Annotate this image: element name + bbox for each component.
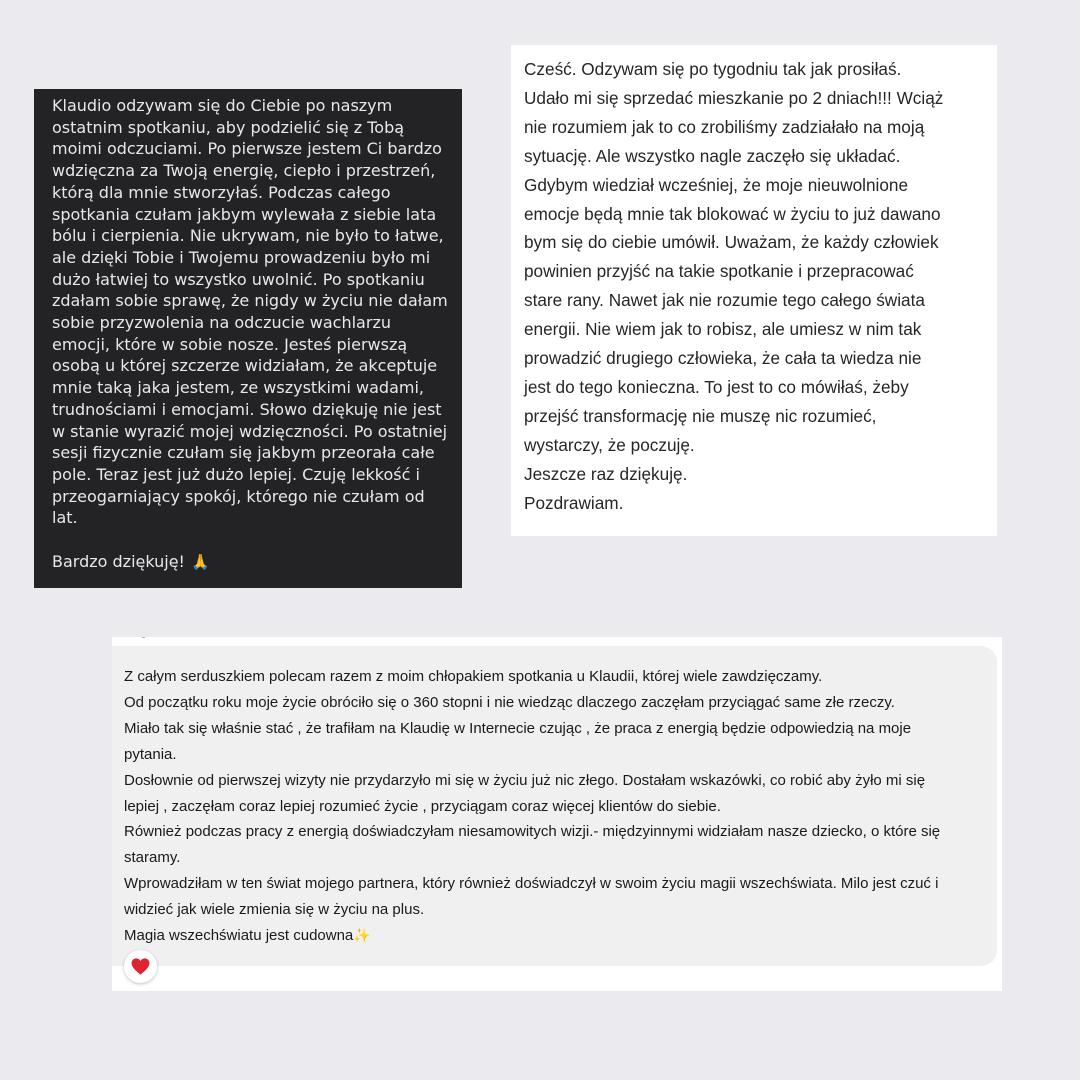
message-line: Od początku roku moje życie obróciło się o 360 stopni i nie wiedząc dlaczego zaczęłam przyciągać same złe rzeczy.	[124, 693, 895, 711]
message-line: Dosłownie od pierwszej wizyty nie przydarzyło mi się w życiu już nic złego. Dostałam wskazówki, co robić aby żyło mi się	[124, 771, 926, 789]
testimonial-line: Pozdrawiam.	[524, 492, 624, 513]
testimonial-line: Udało mi się sprzedać mieszkanie po 2 dniach!!! Wciąż	[524, 87, 944, 108]
testimonial-line: powinien przyjść na takie spotkanie i przepracować	[524, 261, 914, 282]
testimonial-line: nie rozumiem jak to co zrobiliśmy zadziałało na moją	[524, 116, 925, 137]
heart-icon	[131, 958, 150, 975]
testimonial-line: bym się do ciebie umówił. Uważam, że każdy człowiek	[524, 232, 939, 253]
testimonial-card-messenger	[112, 637, 1002, 991]
message-bubble	[112, 646, 997, 966]
closing-text: Bardzo dziękuję!	[52, 552, 185, 572]
testimonial-card-white	[511, 45, 997, 536]
testimonial-line: Gdybym wiedział wcześniej, że moje nieuwolnione	[524, 174, 909, 195]
testimonial-line: prowadzić drugiego człowieka, że cała ta wiedza nie	[524, 348, 922, 369]
testimonial-line: emocje będą mnie tak blokować w życiu to już dawano	[524, 203, 941, 224]
testimonial-line: wystarczy, że poczuję.	[524, 434, 695, 455]
message-line-last	[124, 923, 989, 949]
testimonial-line: energii. Nie wiem jak to robisz, ale umiesz w nim tak	[524, 319, 922, 340]
testimonial-card-dark	[34, 89, 462, 588]
testimonial-line: przejść transformację nie muszę nic rozumieć,	[524, 405, 877, 426]
message-line: Również podczas pracy z energią doświadczyłam niesamowitych wizji.- międzyinnymi widziałam nasze dziecko, o które się	[124, 823, 941, 841]
heart-reaction-icon[interactable]	[124, 950, 157, 983]
message-line: Wprowadziłam w ten świat mojego partnera, który również doświadczył w swoim życiu magii wszechświata. Milo jest czuć i	[124, 875, 939, 893]
message-line: lepiej , zaczęłam coraz lepiej rozumieć życie , przyciągam coraz więcej klientów do siebie.	[124, 797, 721, 815]
sparkles-icon: ✨	[353, 927, 371, 944]
message-line: pytania.	[124, 745, 177, 763]
testimonial-line: Jeszcze raz dziękuję.	[524, 463, 688, 484]
message-line: Z całym serduszkiem polecam razem z moim chłopakiem spotkania u Klaudii, której wiele zawdzięczamy.	[124, 668, 823, 685]
testimonial-line: Cześć. Odzywam się po tygodniu tak jak prosiłaś.	[524, 59, 902, 79]
testimonial-text: Klaudio odzywam się do Ciebie po naszym ostatnim spotkaniu, aby podzielić się z Tobą moimi odczuciami. Po pierwsze jestem Ci bardzo wdzięczna za Twoją energię, ciepło i przestrzeń, którą dla mnie stworzyłaś. Podczas całego spotkania czułam jakbym wylewała z siebie lata bólu i cierpienia. Nie ukrywam, nie było to łatwe, ale dzięki Tobie i Twojemu prowadzeniu było mi dużo łatwiej to wszystko uwolnić. Po spotkaniu zdałam sobie sprawę, że nigdy w życiu nie dałam sobie przyzwolenia na odczucie wachlarzu emocji, które w sobie nosze. Jesteś pierwszą osobą u której szczerze widziałam, że akceptuje mnie taką jaka jestem, ze wszystkimi wadami, trudnościami i emocjami. Słowo dziękuję nie jest w stanie wyrazić mojej wdzięczności. Po ostatniej sesji fizycznie czułam się jakbym przeorała całe pole. Teraz jest już dużo lepiej. Czuję lekkość i przeogarniający spokój, którego nie czułam od lat.	[52, 96, 448, 528]
message-last-text: Magia wszechświatu jest cudowna	[124, 927, 354, 945]
testimonial-line: sytuację. Ale wszystko nagle zaczęło się układać.	[524, 145, 901, 166]
divider	[142, 637, 145, 638]
message-line: widzieć jak wiele zmienia się w życiu na plus.	[124, 901, 425, 919]
testimonial-line: stare rany. Nawet jak nie rozumie tego całego świata	[524, 290, 925, 311]
testimonial-line: jest do tego konieczna. To jest to co mówiłaś, żeby	[524, 376, 909, 397]
message-line: Miało tak się właśnie stać , że trafiłam na Klaudię w Internecie czując , że praca z energią będzie odpowiedzią na moje	[124, 719, 912, 737]
testimonial-closing	[52, 551, 448, 573]
message-line: staramy.	[124, 849, 181, 867]
praying-hands-icon: 🙏	[190, 553, 210, 572]
